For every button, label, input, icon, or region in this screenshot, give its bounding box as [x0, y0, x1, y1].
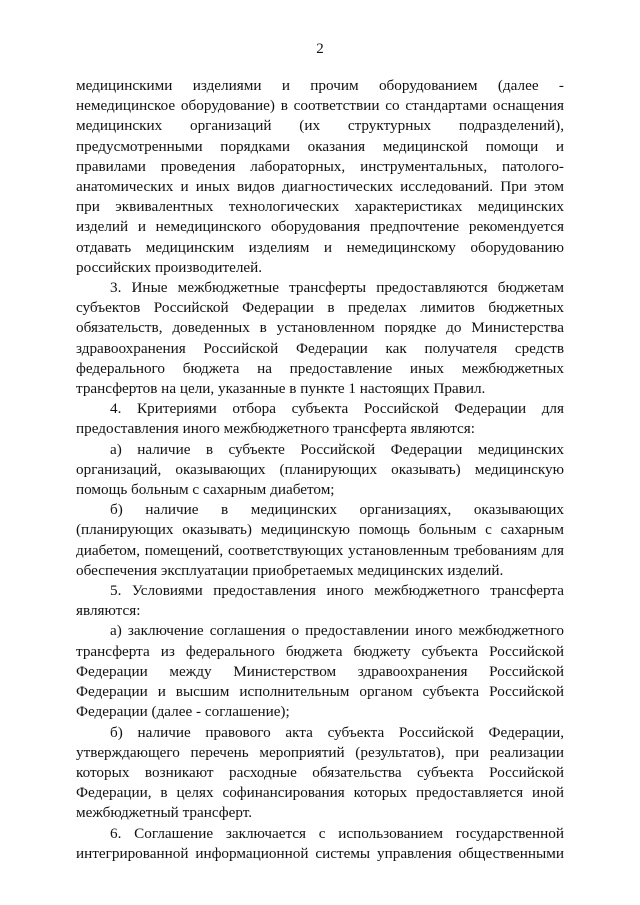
paragraph-4: 4. Критериями отбора субъекта Российской Федерации для предоставления иного межбюджетного трансферта являются:	[76, 400, 564, 438]
paragraph-4a: а) наличие в субъекте Российской Федерации медицинских организаций, оказывающих (планирующих оказывать) медицинскую помощь больным с сахарным диабетом;	[76, 440, 564, 499]
paragraph-6: 6. Соглашение заключается с использованием государственной интегрированной информационной системы управления общественными	[76, 824, 564, 862]
paragraph-4b: б) наличие в медицинских организациях, оказывающих (планирующих оказывать) медицинскую помощь больным с сахарным диабетом, помещений, соответствующих установленным требованиям для обеспечения эксплуатации приобретаемых медицинских изделий.	[76, 501, 564, 579]
paragraph-3: 3. Иные межбюджетные трансферты предоставляются бюджетам субъектов Российской Федерации в пределах лимитов бюджетных обязательств, доведенных в установленном порядке до Министерства здравоохранения Российской Федерации как получателя средств федерального бюджета на предоставление иных межбюджетных трансфертов на цели, указанные в пункте 1 настоящих Правил.	[76, 279, 564, 398]
paragraph-continuation: медицинскими изделиями и прочим оборудованием (далее - немедицинское оборудование) в соответствии со стандартами оснащения медицинских организаций (их структурных подразделений), предусмотренными порядками оказания медицинской помощи и правилами проведения лабораторных, инструментальных, патолого-анатомических и иных видов диагностических исследований. При этом при эквивалентных технологических характеристиках медицинских изделий и немедицинского оборудования предпочтение рекомендуется отдавать медицинским изделиям и немедицинскому оборудованию российских производителей.	[76, 77, 564, 276]
paragraph-5: 5. Условиями предоставления иного межбюджетного трансферта являются:	[76, 582, 564, 620]
paragraph-5a: а) заключение соглашения о предоставлении иного межбюджетного трансферта из федерального бюджета бюджету субъекта Российской Федерации между Министерством здравоохранения Российской Федерации и высшим исполнительным органом субъекта Российской Федерации (далее - соглашение);	[76, 622, 564, 721]
page-number: 2	[316, 41, 324, 57]
document-body	[76, 76, 564, 864]
paragraph-5b: б) наличие правового акта субъекта Российской Федерации, утверждающего перечень мероприятий (результатов), при реализации которых возникают расходные обязательства субъекта Российской Федерации, в целях софинансирования которых предоставляется иной межбюджетный трансферт.	[76, 723, 564, 822]
